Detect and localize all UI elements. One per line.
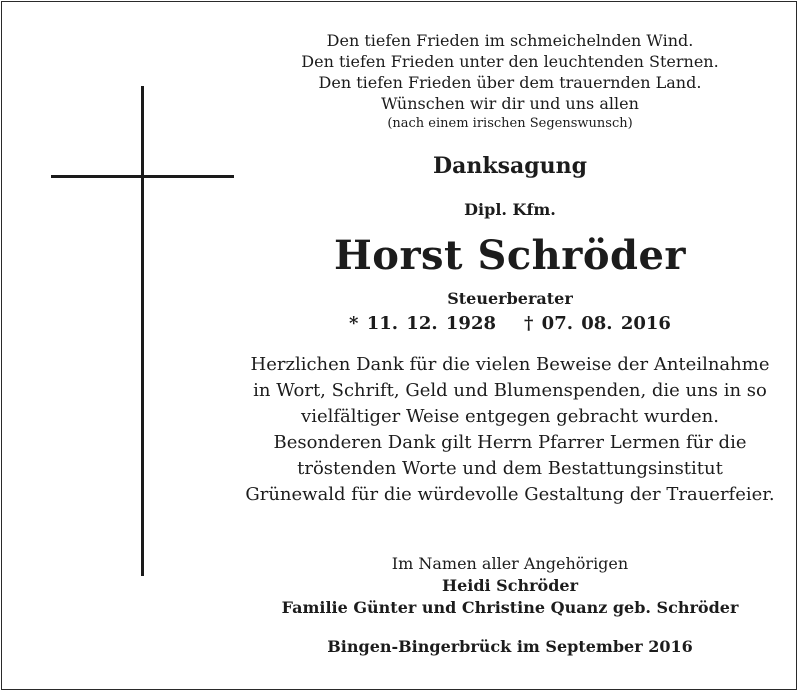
place-and-date: Bingen-Bingerbrück im September 2016 [327, 637, 693, 656]
poem-source: (nach einem irischen Segenswunsch) [387, 116, 633, 131]
thanks-text [230, 352, 790, 508]
poem-line: Den tiefen Frieden über dem trauernden Land. [318, 73, 702, 92]
birth-date: * 11. 12. 1928 [349, 313, 496, 334]
death-date: † 07. 08. 2016 [524, 313, 671, 334]
poem [230, 30, 790, 133]
thanks-line: Grünewald für die würdevolle Gestaltung der Trauerfeier. [245, 484, 775, 505]
notice-heading: Danksagung [433, 153, 587, 179]
cross-vertical-bar [141, 86, 144, 576]
poem-line: Den tiefen Frieden unter den leuchtenden Sternen. [301, 52, 719, 71]
thanks-line: tröstenden Worte und dem Bestattungsinstitut [297, 458, 723, 479]
thanks-line: Besonderen Dank gilt Herrn Pfarrer Lermen für die [273, 432, 747, 453]
signature-name: Heidi Schröder [441, 576, 579, 595]
signature-intro: Im Namen aller Angehörigen [391, 554, 629, 573]
thanks-line: vielfältiger Weise entgegen gebracht wurden. [301, 406, 719, 427]
profession: Steuerberater [447, 289, 573, 308]
cross-horizontal-bar [51, 175, 234, 178]
deceased-name: Horst Schröder [333, 232, 687, 279]
signature-block [230, 553, 790, 619]
poem-line: Den tiefen Frieden im schmeichelnden Wind. [326, 31, 694, 50]
thanks-line: Herzlichen Dank für die vielen Beweise der Anteilnahme [250, 354, 770, 375]
thanks-line: in Wort, Schrift, Geld und Blumenspenden, die uns in so [253, 380, 767, 401]
signature-name: Familie Günter und Christine Quanz geb. Schröder [281, 598, 739, 617]
poem-line: Wünschen wir dir und uns allen [381, 94, 639, 113]
life-dates [230, 313, 790, 334]
academic-title: Dipl. Kfm. [464, 200, 556, 219]
